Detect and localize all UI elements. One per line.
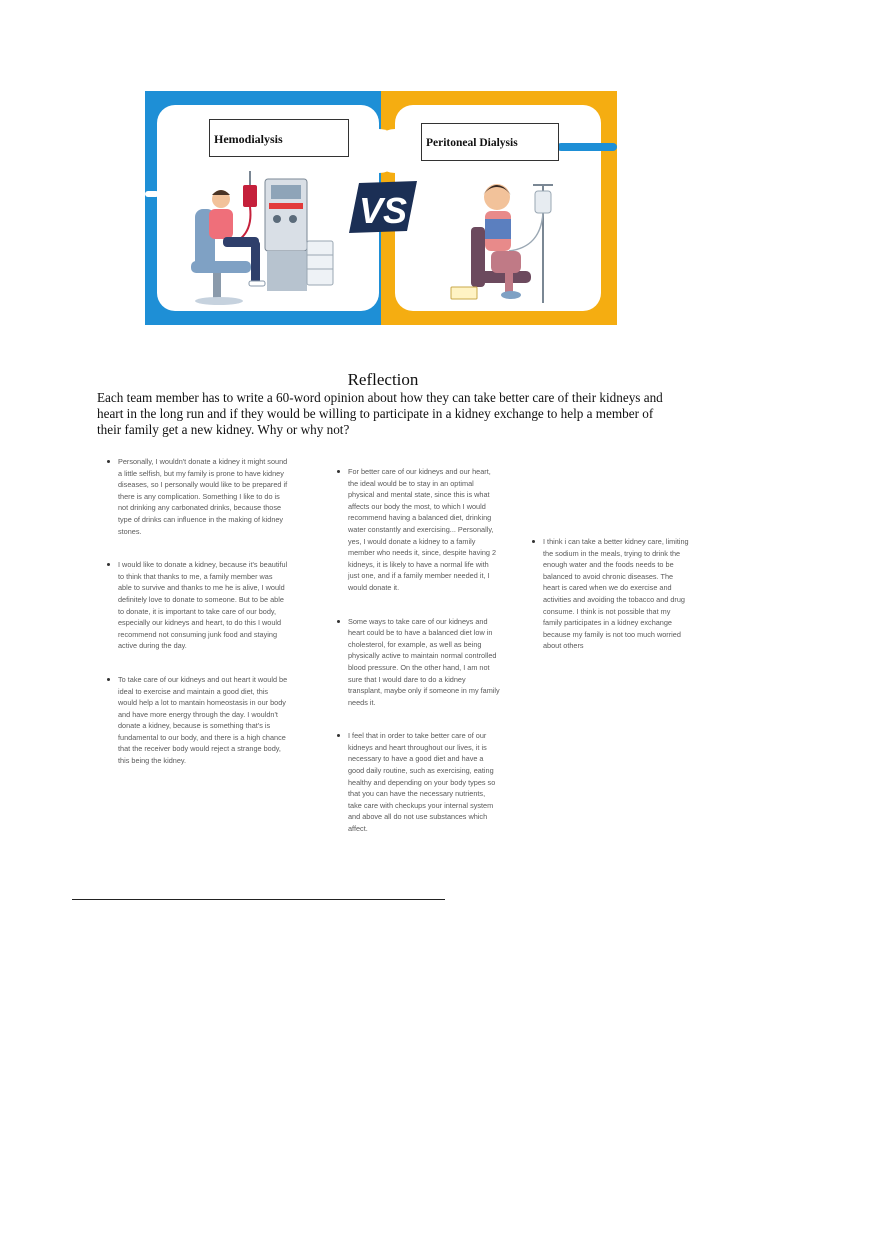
reflection-heading: Reflection xyxy=(347,370,419,389)
footnote-separator xyxy=(72,899,445,900)
opinion-item: For better care of our kidneys and our heart, the ideal would be to stay in an optimal physical and mental state, since this is what affects our body the most, to which I would recommend having a balanced diet, drinking water constantly and exercising... Personally, yes, I would donate a kidney to a family member who needs it, since, despite having 2 kidneys, it is likely to have a normal life with just one, and if a family member needed it, I would donate it. xyxy=(334,466,500,594)
opinions-column-1 xyxy=(104,456,288,789)
opinion-item: I feel that in order to take better care of our kidneys and heart throughout our lives, it is necessary to have a good diet and have a good daily routine, such as exercising, eating healthy and depending on your body types so that you can have the necessary nutrients, take care with checkups your internal system and above all do not use substances which affect. xyxy=(334,730,500,834)
dialysis-comparison-banner xyxy=(145,91,617,325)
opinion-item: I would like to donate a kidney, because it's beautiful to think that thanks to me, a family member was able to survive and thanks to me he is alive, I would definitely love to donate to someone. But to be able to donate, it is important to take care of our body, especially our kidneys and heart, to do this I would recommend not consuming junk food and staying active during the day. xyxy=(104,559,288,652)
reflection-prompt: Each team member has to write a 60-word opinion about how they can take better care of their kidneys and heart in the long run and if they would be willing to participate in a kidney exchange to help a member of their family get a new kidney. Why or why not? xyxy=(97,390,663,437)
hemodialysis-label: Hemodialysis xyxy=(209,119,349,157)
peritoneal-dialysis-label: Peritoneal Dialysis xyxy=(421,123,559,161)
team-opinions-screenshot xyxy=(104,448,716,903)
opinion-item: Personally, I wouldn't donate a kidney it might sound a little selfish, but my family is prone to have kidney diseases, so I personally would like to be prepared if there is any complication. Something I like to do is not drinking any carbonated drinks, because those type of drinks can influence in the making of kidney stones. xyxy=(104,456,288,537)
opinion-item: Some ways to take care of our kidneys and heart could be to have a balanced diet low in cholesterol, for example, as well as being physically active to maintain normal controlled blood pressure. On the other hand, I am not sure that I would dare to do a kidney transplant, maybe only if someone in my family needs it. xyxy=(334,616,500,709)
opinions-column-3 xyxy=(529,536,689,652)
opinions-column-2 xyxy=(334,466,500,857)
vs-text: VS xyxy=(359,190,408,231)
opinion-item: To take care of our kidneys and out heart it would be ideal to exercise and maintain a good diet, this would help a lot to mantain homeostasis in our body and have more energy through the day. I wouldn't donate a kidney, because is something that's is fundamental to our body, and there is a high chance that the receiver body would reject a strange body, this being the kidney. xyxy=(104,674,288,767)
opinion-item: I think i can take a better kidney care, limiting the sodium in the meals, trying to drink the enough water and the foods needs to be balanced to avoid chronic diseases. The heart is cared when we do exercise and activities and avoiding the tobacco and drug consume. I think is not possible that my family participates in a kidney exchange because my family is not too much worried about others xyxy=(529,536,689,652)
vs-badge xyxy=(349,181,417,233)
